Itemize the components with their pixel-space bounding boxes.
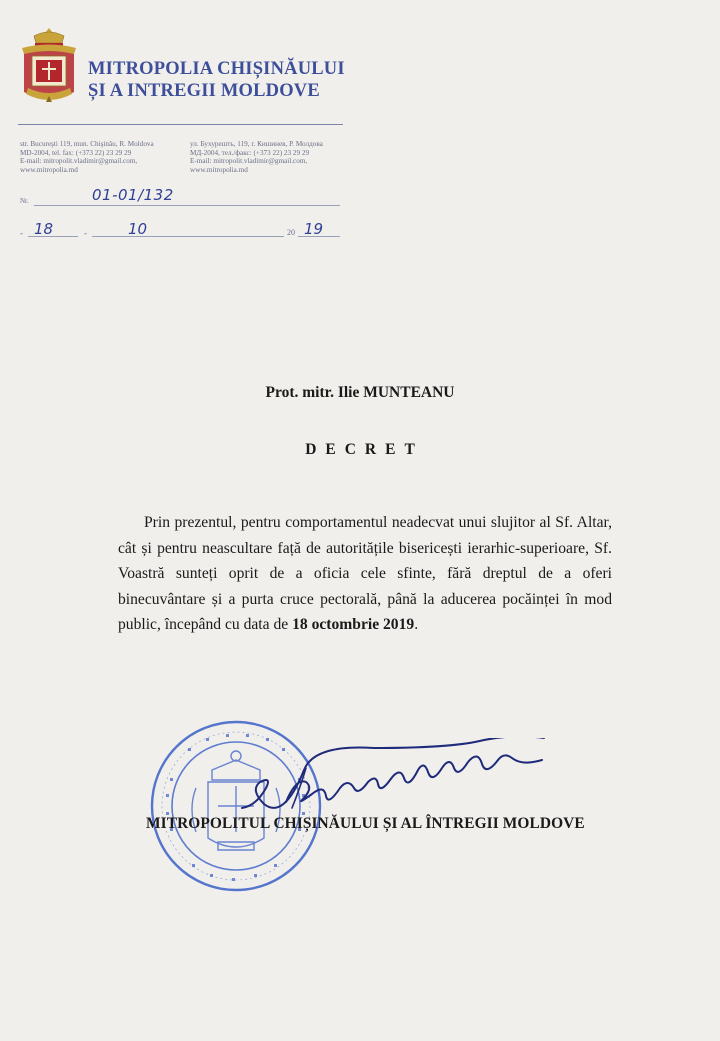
decree-text: Prin prezentul, pentru comportamentul neadecvat unui slujitor al Sf. Altar, cât și pentru neascultare față de autoritățile bisericești ierarhic-superioare, Sf. Voastră sunteți oprit de a oficia cele sfinte, fără dreptul de a oferi binecuvântare și a purta cruce pectorală, până la aducerea pocăinței în mod public, începând cu data de [118, 514, 612, 634]
date-year-prefix: 20 [287, 228, 295, 237]
registry-number-value: 01-01/132 [92, 186, 174, 204]
date-separator: - [20, 228, 23, 238]
contact-line: str. Bucureşti 119, mun. Chişinău, R. Moldova [20, 140, 154, 148]
addressee: Prot. mitr. Ilie MUNTEANU [265, 384, 455, 401]
contact-line: MD-2004, tel. fax: (+373 22) 23 29 29 [20, 148, 132, 157]
handwritten-signature [236, 738, 576, 824]
document-title: DECRET [305, 441, 424, 458]
organization-name-line1: MITROPOLIA CHIȘINĂULUI [88, 59, 345, 79]
contact-line: E-mail: mitropolit.vladimir@gmail.com, [190, 157, 308, 166]
contacts-romanian [20, 140, 180, 174]
contact-line: ул. Бухурешть, 119, г. Кишинев, Р. Молдова [190, 140, 323, 148]
contact-line: www.mitropolia.md [190, 165, 248, 174]
date-month-line [92, 236, 284, 237]
metropolis-crest-icon [18, 26, 80, 108]
contact-line: МД-2004, тел./факс: (+373 22) 23 29 29 [190, 148, 310, 157]
organization-name [88, 58, 345, 102]
date-separator: - [84, 228, 87, 238]
registry-number-label: Nr. [20, 197, 29, 205]
contact-line: www.mitropolia.md [20, 165, 78, 174]
decree-paragraph [118, 510, 612, 638]
letterhead-divider [18, 124, 343, 125]
decree-end: . [414, 616, 419, 634]
signatory-title: MITROPOLITUL CHIȘINĂULUI ȘI AL ÎNTREGII MOLDOVE [146, 815, 585, 832]
date-year-value: 19 [304, 220, 324, 238]
organization-name-line2: ȘI A INTREGII MOLDOVE [88, 81, 320, 101]
registry-number-line [34, 205, 340, 206]
contact-line: E-mail: mitropolit.vladimir@gmail.com, [20, 157, 138, 166]
decree-body [118, 510, 612, 638]
date-day-value: 18 [34, 220, 54, 238]
date-month-value: 10 [128, 220, 148, 238]
contacts-russian [190, 140, 355, 174]
decree-date: 18 octombrie 2019 [292, 616, 415, 634]
